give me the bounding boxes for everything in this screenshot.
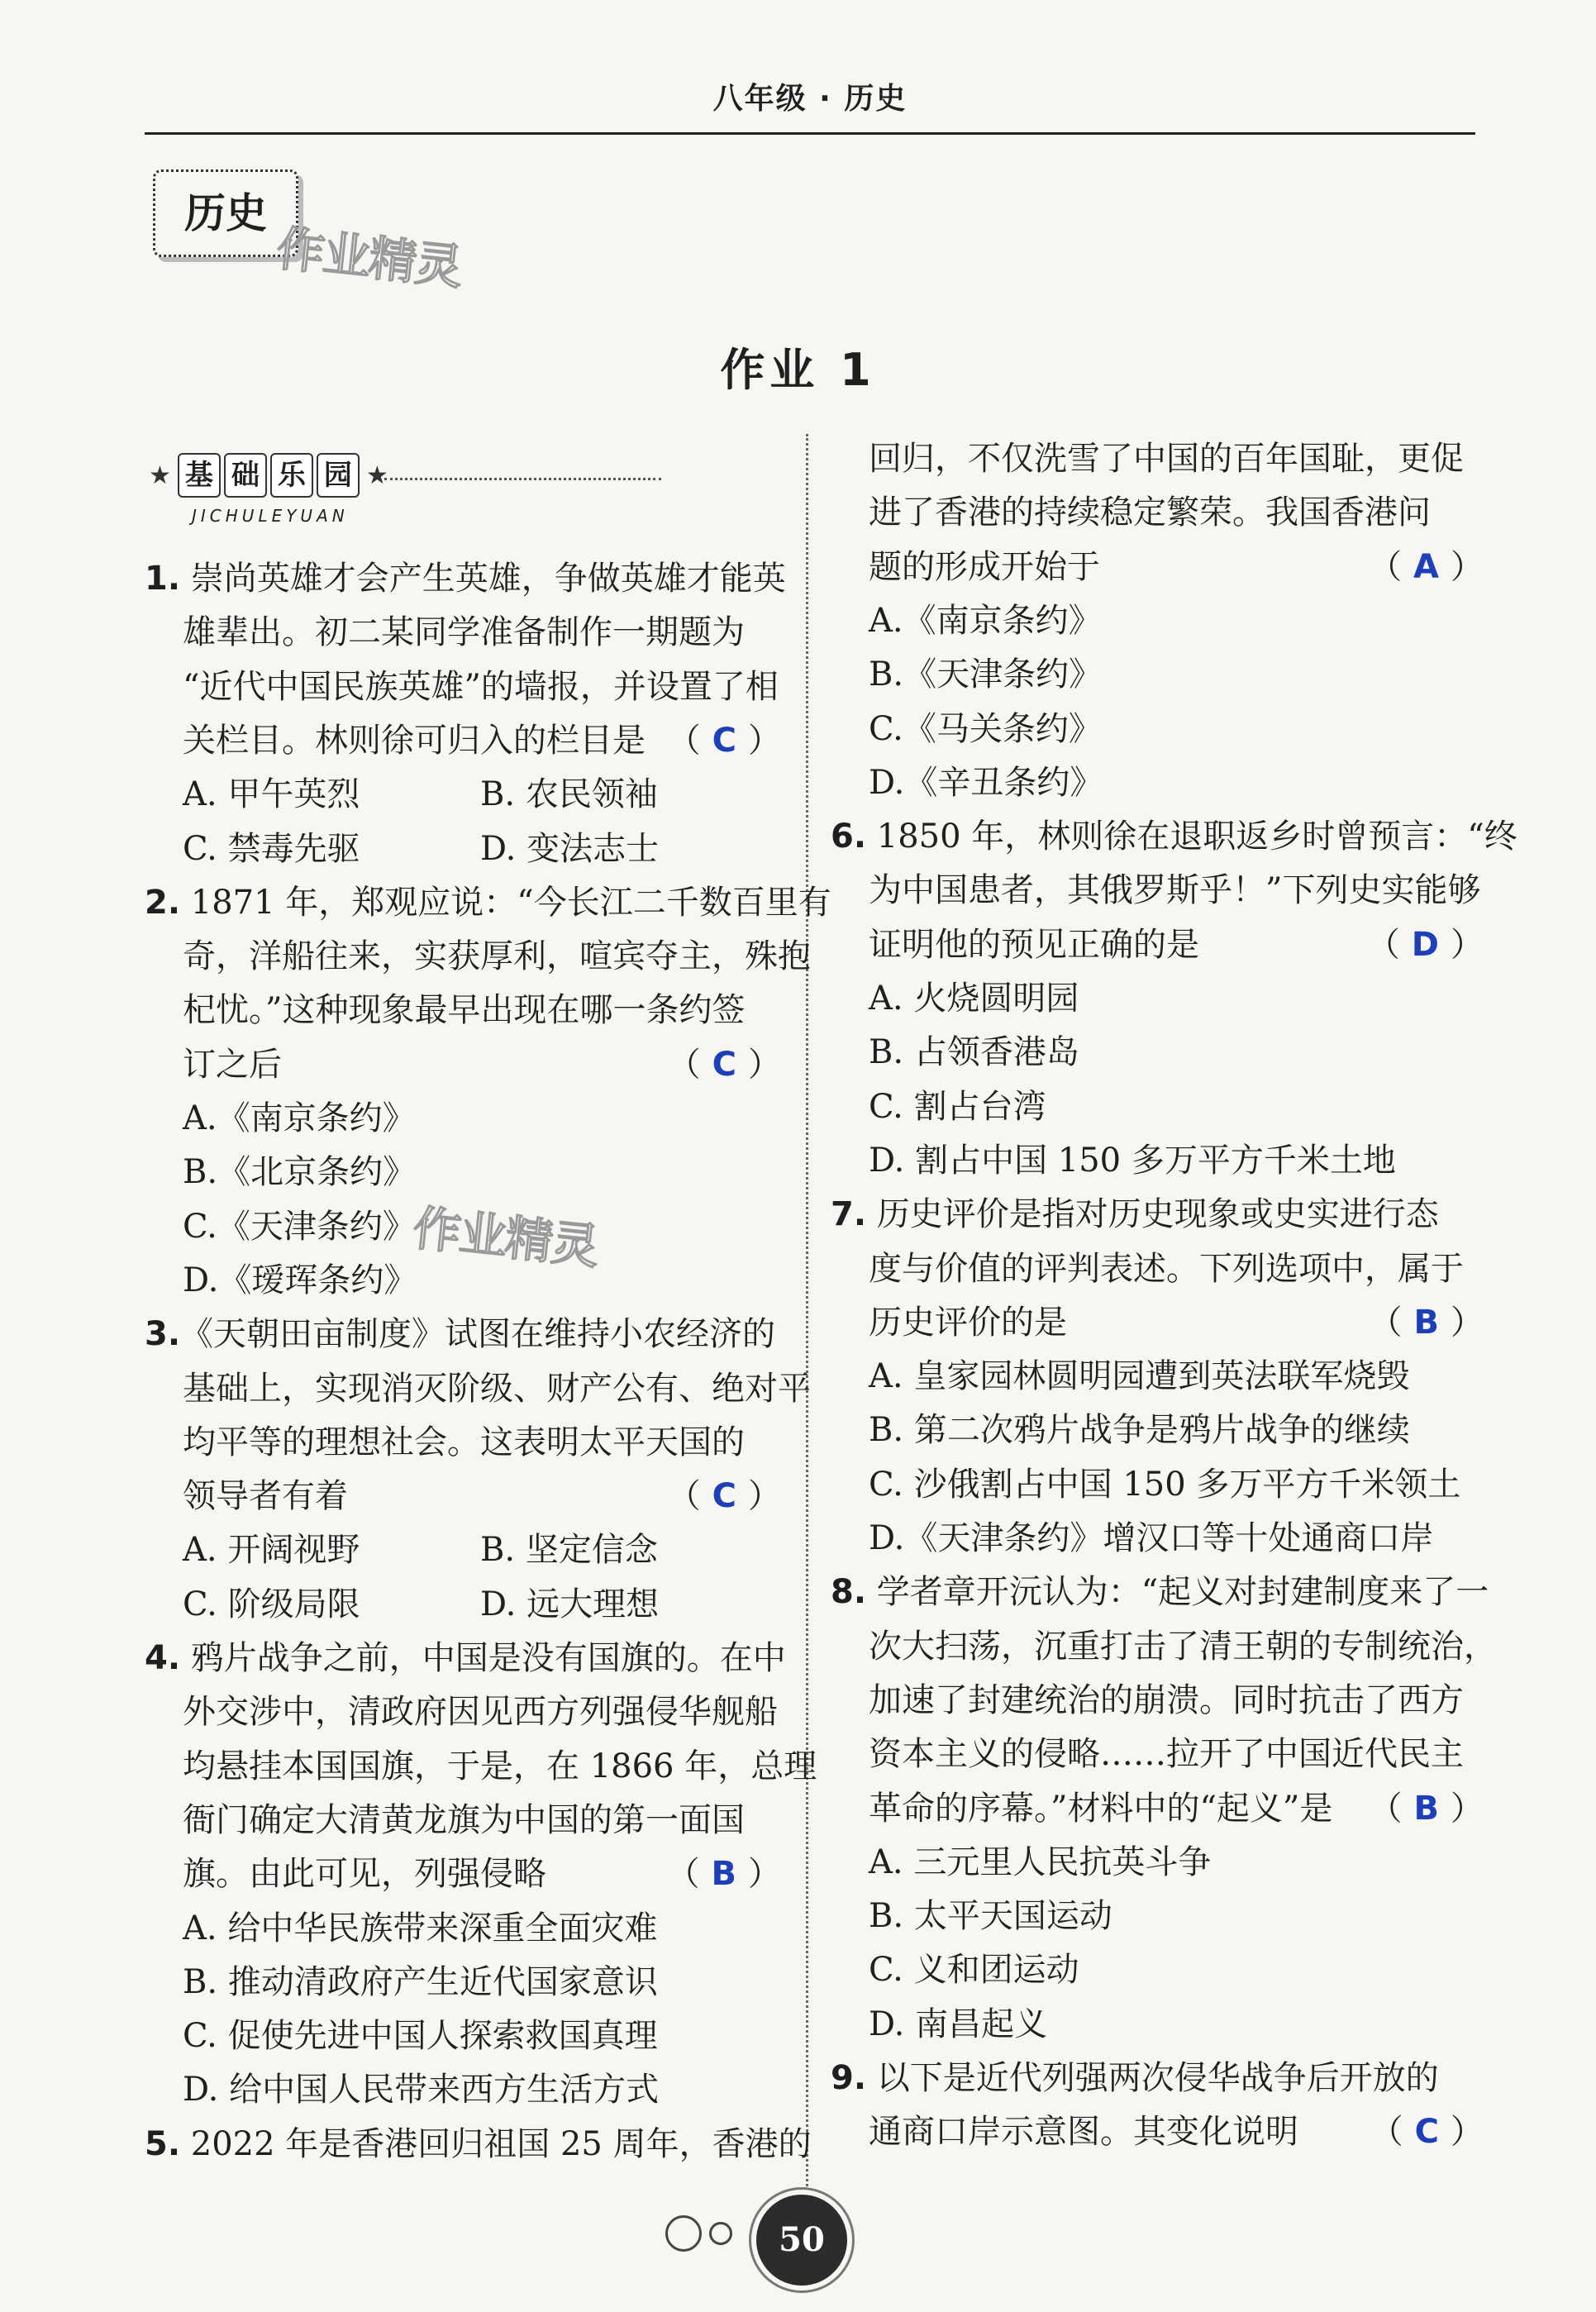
text-line <box>183 2009 781 2062</box>
text-line <box>183 1362 811 1415</box>
line-text: 崇尚英雄才会产生英雄，争做英雄才能英 <box>180 560 786 598</box>
answer-letter: B <box>1413 1789 1439 1828</box>
section-badge <box>149 453 397 527</box>
text-line <box>869 1512 1484 1565</box>
text-line <box>869 1674 1484 1727</box>
text-line <box>183 606 781 659</box>
column-divider <box>806 434 808 2186</box>
watermark: 作业精灵 <box>410 1199 601 1275</box>
line-text: C.《天津条约》 <box>183 1207 416 1246</box>
line-text: 衙门确定大清黄龙旗为中国的第一面国 <box>183 1800 745 1839</box>
line-text: 领导者有着 <box>183 1477 348 1516</box>
line-text: 资本主义的侵略……拉开了中国近代民主 <box>869 1735 1464 1774</box>
line-text: 均平等的理想社会。这表明太平天国的 <box>183 1423 745 1461</box>
text-line <box>869 1296 1484 1349</box>
line-text: D. 割占中国 150 多万平方千米土地 <box>869 1141 1396 1180</box>
page-number: 50 <box>756 2195 847 2286</box>
line-text: A.《南京条约》 <box>869 601 1102 640</box>
line-text: 革命的序幕。”材料中的“起义”是 <box>869 1789 1333 1828</box>
text-line <box>869 486 1484 539</box>
text-line <box>183 1685 781 1738</box>
answer-bracket: （ A ） <box>1369 547 1484 586</box>
text-line <box>183 1902 781 1955</box>
line-text: 以下是近代列强两次侵华战争后开放的 <box>866 2059 1439 2097</box>
question-number: 3. <box>145 1315 181 1354</box>
line-text: D.《辛丑条约》 <box>869 763 1103 802</box>
text-line <box>831 1566 1489 1618</box>
circle-decoration-icon <box>709 2222 732 2245</box>
line-text: A.《南京条约》 <box>183 1099 416 1137</box>
answer-bracket: （ B ） <box>1369 1789 1484 1828</box>
line-text: C. 禁毒先驱 <box>183 829 360 868</box>
answer-letter: C <box>712 1045 736 1084</box>
text-line <box>869 1943 1484 1996</box>
section-char: 础 <box>224 453 267 498</box>
running-header: 八年级 · 历史 <box>712 82 908 116</box>
answer-bracket: （ C ） <box>667 721 781 760</box>
line-text: 《天朝田亩制度》试图在维持小农经济的 <box>180 1315 776 1354</box>
line-text: 进了香港的持续稳定繁荣。我国香港问 <box>869 493 1431 532</box>
text-line <box>183 2063 781 2116</box>
subject-badge: 历史 <box>153 169 298 257</box>
line-text: B. 第二次鸦片战争是鸦片战争的继续 <box>869 1411 1410 1450</box>
text-line <box>869 432 1484 485</box>
section-char: 乐 <box>270 453 313 498</box>
text-line <box>183 1956 781 2009</box>
text-line <box>183 1200 781 1253</box>
line-text: A. 皇家园林圆明园遭到英法联军烧毁 <box>869 1357 1410 1396</box>
line-text: D.《瑷珲条约》 <box>183 1261 417 1299</box>
line-text: D. 给中国人民带来西方生活方式 <box>183 2071 660 2109</box>
text-line <box>183 660 781 713</box>
answer-letter: C <box>1414 2113 1439 2152</box>
text-line <box>183 1038 781 1091</box>
question-number: 2. <box>145 883 181 922</box>
text-line <box>869 1350 1484 1403</box>
line-text: 奇，洋船往来，实获厚利，喧宾夺主，殊抱 <box>183 937 811 976</box>
text-line <box>869 1620 1497 1673</box>
answer-letter: D <box>1411 925 1439 964</box>
answer-letter: B <box>1413 1303 1439 1342</box>
text-line <box>831 1188 1484 1241</box>
line-text: 为中国患者，其俄罗斯乎！”下列史实能够 <box>869 871 1481 910</box>
text-line <box>183 1740 817 1793</box>
option-text: D. 变法志士 <box>480 829 660 868</box>
section-char: 基 <box>178 453 221 498</box>
header-rule <box>145 132 1475 135</box>
question-number: 9. <box>831 2059 867 2097</box>
circle-decoration-icon <box>665 2215 702 2252</box>
line-text: 通商口岸示意图。其变化说明 <box>869 2113 1298 2152</box>
text-line <box>869 1836 1484 1889</box>
line-text: B. 占领香港岛 <box>869 1033 1079 1072</box>
text-line <box>869 1404 1484 1456</box>
text-line <box>145 2118 812 2171</box>
text-line <box>869 1026 1484 1079</box>
option-text: D. 远大理想 <box>480 1585 660 1623</box>
text-line <box>145 876 831 929</box>
text-line <box>183 822 781 875</box>
line-text: A. 火烧圆明园 <box>869 980 1079 1018</box>
line-text: 历史评价是指对历史现象或史实进行态 <box>866 1195 1439 1234</box>
text-line <box>183 1254 781 1307</box>
question-number: 4. <box>145 1639 181 1677</box>
answer-bracket: （ C ） <box>667 1045 781 1084</box>
line-text: C. 义和团运动 <box>869 1951 1079 1990</box>
text-line <box>869 703 1484 756</box>
text-line <box>869 1134 1484 1187</box>
line-text: A. 三元里人民抗英斗争 <box>869 1842 1212 1881</box>
line-text: B. 太平天国运动 <box>869 1897 1112 1936</box>
section-dotted-rule <box>384 478 661 480</box>
line-text: 加速了封建统治的崩溃。同时抗击了西方 <box>869 1680 1464 1719</box>
answer-bracket: （ C ） <box>667 1477 781 1516</box>
line-text: 均悬挂本国国旗，于是，在 1866 年，总理 <box>183 1747 817 1785</box>
line-text: A. 甲午英烈 <box>183 775 360 814</box>
question-number: 8. <box>831 1573 867 1612</box>
line-text: 学者章开沅认为：“起义对封建制度来了一 <box>866 1573 1489 1612</box>
line-text: 1850 年，林则徐在退职返乡时曾预言：“终 <box>866 818 1517 856</box>
line-text: 1871 年，郑观应说：“今长江二千数百里有 <box>180 883 831 922</box>
line-text: 历史评价的是 <box>869 1303 1067 1342</box>
star-icon: ★ <box>149 460 171 490</box>
line-text: 关栏目。林则徐可归入的栏目是 <box>183 721 646 760</box>
question-number: 7. <box>831 1195 867 1234</box>
line-text: 杞忧。”这种现象最早出现在哪一条约签 <box>183 991 746 1030</box>
answer-letter: A <box>1413 547 1439 586</box>
text-line <box>183 1794 781 1847</box>
text-line <box>869 2105 1484 2158</box>
text-line <box>869 541 1484 593</box>
text-line <box>869 594 1484 647</box>
star-icon: ★ <box>365 460 388 490</box>
line-text: 2022 年是香港回归祖国 25 周年，香港的 <box>180 2124 812 2163</box>
answer-bracket: （ C ） <box>1370 2113 1484 2152</box>
line-text: 度与价值的评判表述。下列选项中，属于 <box>869 1249 1464 1288</box>
line-text: B. 推动清政府产生近代国家意识 <box>183 1962 658 2001</box>
line-text: 回归，不仅洗雪了中国的百年国耻，更促 <box>869 440 1464 478</box>
question-number: 5. <box>145 2124 181 2163</box>
option-text: B. 农民领袖 <box>480 775 658 814</box>
section-title <box>178 453 360 498</box>
text-line <box>869 1890 1484 1943</box>
line-text: D.《天津条约》增汉口等十处通商口岸 <box>869 1519 1434 1557</box>
watermark: 作业精灵 <box>274 220 465 296</box>
text-line <box>183 1523 781 1576</box>
question-number: 6. <box>831 818 867 856</box>
section-pinyin: JICHULEYUAN <box>192 506 349 526</box>
line-text: 证明他的预见正确的是 <box>869 925 1199 964</box>
text-line <box>183 768 781 821</box>
line-text: 题的形成开始于 <box>869 547 1100 586</box>
text-line <box>183 984 781 1037</box>
line-text: “近代中国民族英雄”的墙报，并设置了相 <box>183 667 779 706</box>
text-line <box>183 1470 781 1523</box>
line-text: C. 促使先进中国人探索救国真理 <box>183 2017 658 2056</box>
text-line <box>869 864 1484 917</box>
text-line <box>183 1847 781 1900</box>
text-line <box>869 1728 1484 1780</box>
answer-bracket: （ D ） <box>1366 925 1484 964</box>
text-line <box>869 1080 1484 1133</box>
line-text: A. 给中华民族带来深重全面灾难 <box>183 1909 658 1947</box>
text-line <box>145 1308 781 1361</box>
text-line <box>145 1632 786 1685</box>
answer-bracket: （ B ） <box>1369 1303 1484 1342</box>
line-text: 订之后 <box>183 1045 282 1084</box>
answer-letter: C <box>712 1477 736 1516</box>
line-text: 次大扫荡，沉重打击了清王朝的专制统治， <box>869 1627 1497 1666</box>
line-text: A. 开阔视野 <box>183 1531 360 1570</box>
line-text: C.《马关条约》 <box>869 709 1102 748</box>
text-line <box>145 552 786 605</box>
text-line <box>869 756 1484 809</box>
option-text: B. 坚定信念 <box>480 1531 658 1570</box>
line-text: C. 沙俄割占中国 150 多万平方千米领土 <box>869 1465 1461 1504</box>
text-line <box>869 648 1484 701</box>
text-line <box>869 1242 1484 1295</box>
text-line <box>183 930 811 983</box>
section-char: 园 <box>317 453 360 498</box>
text-line <box>183 1578 781 1631</box>
page-title: 作业 1 <box>720 344 876 396</box>
answer-bracket: （ B ） <box>666 1855 781 1894</box>
line-text: B.《天津条约》 <box>869 655 1103 694</box>
line-text: C. 割占台湾 <box>869 1087 1046 1126</box>
text-line <box>869 1782 1484 1835</box>
text-line <box>183 1416 781 1469</box>
text-line <box>183 1146 781 1199</box>
line-text: 鸦片战争之前，中国是没有国旗的。在中 <box>180 1639 786 1677</box>
line-text: 基础上，实现消灭阶级、财产公有、绝对平 <box>183 1369 811 1408</box>
line-text: D. 南昌起义 <box>869 2005 1048 2043</box>
answer-letter: B <box>711 1855 736 1894</box>
text-line <box>869 918 1484 971</box>
text-line <box>869 1998 1484 2051</box>
text-line <box>869 1458 1484 1511</box>
line-text: 旗。由此可见，列强侵略 <box>183 1855 546 1894</box>
line-text: 雄辈出。初二某同学准备制作一期题为 <box>183 613 745 652</box>
text-line <box>831 810 1517 863</box>
text-line <box>869 972 1484 1025</box>
text-line <box>183 1092 781 1145</box>
line-text: B.《北京条约》 <box>183 1153 417 1192</box>
text-line <box>183 714 781 767</box>
line-text: 外交涉中，清政府因见西方列强侵华舰船 <box>183 1693 778 1732</box>
answer-letter: C <box>712 721 736 760</box>
question-number: 1. <box>145 560 181 598</box>
text-line <box>831 2052 1484 2105</box>
line-text: C. 阶级局限 <box>183 1585 360 1623</box>
